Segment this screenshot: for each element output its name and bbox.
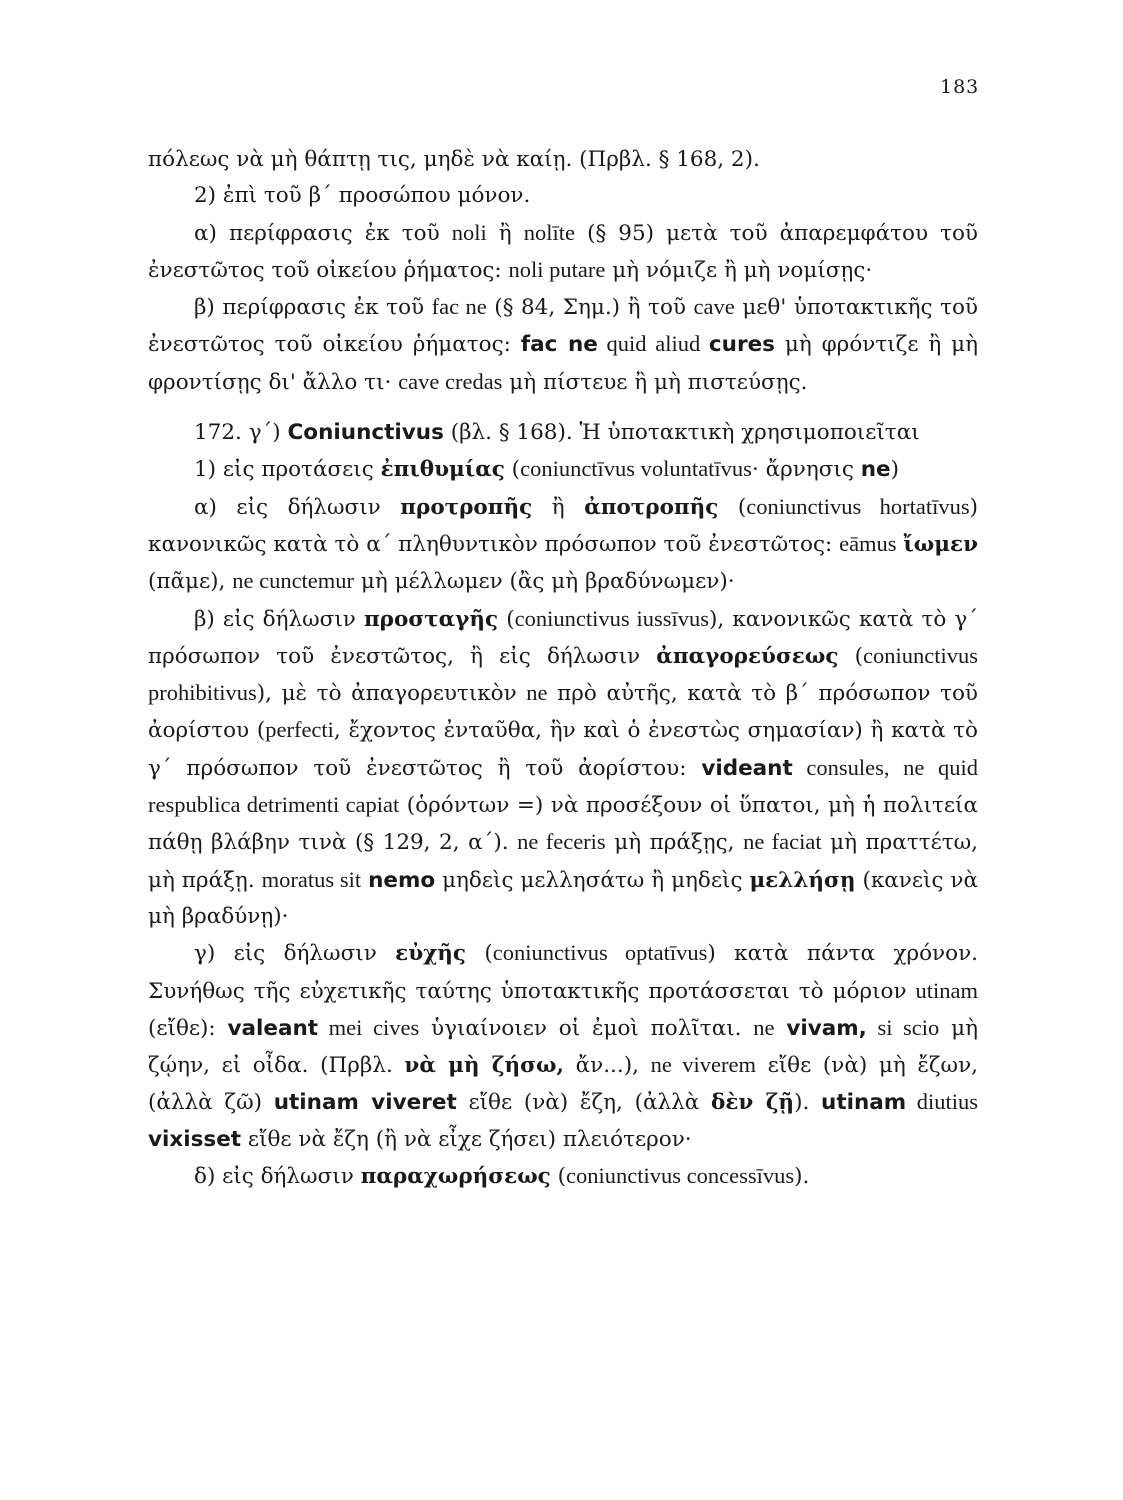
paragraph <box>148 178 978 214</box>
latin-term: consules, ne quid respublica detrimenti capiat <box>148 754 978 818</box>
latin-term: fac ne <box>431 294 487 320</box>
text-run: μεθ' ὑποτακτικῆς τοῦ ἐνεστῶτος τοῦ οἰκείου ῥήματος: <box>148 295 978 358</box>
latin-term: coniunctivus prohibitivus <box>148 642 978 706</box>
text-run: ἄν...), <box>563 1053 651 1079</box>
text-run: α) εἰς δήλωσιν <box>194 494 401 520</box>
text-run: μὴ φρόντιζε ἢ μὴ φροντίσῃς δι' ἄλλο τι· <box>148 332 978 395</box>
paragraph <box>148 451 978 488</box>
text-run: μὴ ζῴην, εἰ οἶδα. (Πρβλ. <box>148 1015 978 1079</box>
paragraph <box>148 935 978 1158</box>
latin-term: cave credas <box>398 368 503 394</box>
text-run: ( <box>498 606 515 632</box>
text-run: εἴθε (νὰ) ἔζη, (ἀλλὰ <box>456 1090 711 1116</box>
latin-term: diutius <box>906 1089 978 1115</box>
paragraph <box>148 289 978 401</box>
text-run: μὴ πίστευε ἢ μὴ πιστεύσῃς. <box>502 369 808 395</box>
bold-term: ne <box>860 457 891 483</box>
text-run: εἴθε (νὰ) μὴ ἔζων, (ἀλλὰ ζῶ) <box>148 1053 978 1116</box>
text-run: μηδεὶς μελλησάτω ἢ μηδεὶς <box>435 867 750 893</box>
latin-term: ne <box>753 1014 775 1040</box>
text-run: μὴ πραττέτω, μὴ πράξῃ. <box>148 830 979 893</box>
bold-term: νὰ μὴ ζήσω, <box>404 1053 564 1079</box>
text-run: δ) εἰς δήλωσιν <box>194 1164 361 1190</box>
text-run: πρὸ αὐτῆς, κατὰ τὸ β΄ πρόσωπον τοῦ ἀορίστου ( <box>148 681 979 744</box>
latin-term: ne feceris <box>517 829 606 855</box>
latin-term: coniunctivus optatīvus <box>492 940 708 966</box>
text-run: (ὁρόντων =) νὰ προσέξουν οἱ ὕπατοι, μὴ ἡ πολιτεία πάθῃ βλάβην τινὰ (§ 129, 2, α΄). <box>148 793 978 856</box>
text-run <box>775 1016 787 1041</box>
text-run: ( <box>718 494 747 520</box>
text-run: ( <box>550 1164 566 1190</box>
bold-term: nemo <box>368 867 436 893</box>
text-run: μὴ πράξῃς, <box>605 830 744 856</box>
text-run: (εἴθε): <box>148 1015 228 1041</box>
text-run: ). <box>794 1164 810 1190</box>
bold-term: προτροπῆς <box>400 494 533 520</box>
bold-term: ἐπιθυμίας <box>380 457 505 483</box>
text-run: (πᾶμε), <box>148 569 233 595</box>
bold-term: Coniunctivus <box>287 420 444 446</box>
text-run: ( <box>504 457 521 483</box>
paragraph <box>148 1158 978 1195</box>
bold-term: ἴωμεν <box>903 531 979 557</box>
text-run: , ἔχοντος ἐνταῦθα, ἣν καὶ ὁ ἐνεστὼς σημασίαν) ἢ κατὰ τὸ γ΄ πρόσωπον τοῦ ἐνεστῶτος ἢ τοῦ ἀορίστου: <box>148 718 979 781</box>
text-run: ), κανονικῶς κατὰ τὸ γ΄ πρόσωπον τοῦ ἐνεστῶτος, ἢ εἰς δήλωσιν <box>148 606 978 669</box>
latin-term: noli <box>451 219 487 245</box>
bold-term: cures <box>708 332 775 358</box>
text-run: ) <box>890 457 899 483</box>
text-run: 1) εἰς προτάσεις <box>194 457 381 483</box>
page-number: 183 <box>940 76 980 98</box>
latin-term: cave <box>693 294 735 320</box>
text-run: ( <box>466 941 493 967</box>
bold-term: μελλήσῃ <box>749 867 856 893</box>
latin-term: coniunctīvus voluntatīvus <box>520 456 752 482</box>
latin-term: coniunctivus hortatīvus <box>746 493 970 519</box>
text-run: ἢ <box>486 220 524 246</box>
text-run: (κανεὶς νὰ μὴ βραδύνῃ)· <box>148 867 979 929</box>
text-run: ἢ <box>532 494 585 520</box>
bold-term: δὲν ζῇ <box>710 1090 795 1116</box>
text-run: ) κανονικῶς κατὰ τὸ α΄ πληθυντικὸν πρόσωπον τοῦ ἐνεστῶτος: <box>148 494 978 557</box>
latin-term: coniunctivus concessīvus <box>566 1163 795 1189</box>
bold-term: fac ne <box>520 332 598 358</box>
text-run: εἴθε νὰ ἔζη (ἢ νὰ εἶχε ζήσει) πλειότερον· <box>241 1126 692 1152</box>
text-run: ὑγιαίνοιεν οἱ ἐμοὶ πολῖται. <box>419 1015 754 1041</box>
latin-term: ne cunctemur <box>232 568 355 594</box>
text-run: α) περίφρασις ἐκ τοῦ <box>194 220 452 246</box>
paragraph <box>148 489 978 601</box>
text-run: πόλεως νὰ μὴ θάπτῃ τις, μηδὲ νὰ καίῃ. (Πρβλ. § 168, 2). <box>148 147 760 172</box>
latin-term: noli putare <box>508 256 606 282</box>
text-run: 172. γ΄) <box>194 420 288 446</box>
latin-term: nolīte <box>523 219 576 245</box>
bold-term: videant <box>701 755 793 781</box>
latin-term: coniunctivus iussīvus <box>514 605 710 631</box>
paragraph <box>148 142 978 178</box>
paragraph <box>148 601 978 936</box>
text-run: ), μὲ τὸ ἀπαγορευτικὸν <box>256 681 527 707</box>
text-run: β) εἰς δήλωσιν <box>194 606 364 632</box>
text-run: 2) ἐπὶ τοῦ β΄ προσώπου μόνον. <box>194 183 531 209</box>
latin-term: si scio <box>866 1014 940 1040</box>
latin-term: eāmus <box>839 530 897 556</box>
bold-term: valeant <box>227 1015 319 1041</box>
text-run: ( <box>838 643 864 669</box>
text-run: (βλ. § 168). Ἡ ὑποτακτικὴ χρησιμοποιεῖται <box>443 420 920 446</box>
body-text <box>148 142 978 1195</box>
latin-term: quid aliud <box>597 331 709 357</box>
latin-term: ne <box>526 680 548 706</box>
paragraph <box>148 215 978 290</box>
text-run: μὴ μέλλωμεν (ἂς μὴ βραδύνωμεν)· <box>354 569 735 595</box>
text-run: ). <box>794 1090 822 1116</box>
bold-term: προσταγῆς <box>363 606 499 632</box>
bold-term: vixisset <box>148 1126 242 1152</box>
bold-term: utinam <box>821 1090 907 1116</box>
text-run: ) κατὰ πάντα χρόνον. Συνήθως τῆς εὐχετικῆς ταύτης ὑποτακτικῆς προτάσσεται τὸ μόριον <box>148 941 978 1004</box>
text-run: γ) εἰς δήλωσιν <box>194 941 396 967</box>
text-run: (§ 84, Σημ.) ἢ τοῦ <box>486 295 694 321</box>
bold-term: utinam viveret <box>273 1090 457 1116</box>
latin-term: perfecti <box>265 717 334 743</box>
latin-term: ne viverem <box>650 1052 756 1078</box>
bold-term: ἀπαγορεύσεως <box>656 643 839 669</box>
section-heading-paragraph <box>148 415 978 451</box>
latin-term: moratus sit <box>261 866 362 892</box>
bold-term: ἀποτροπῆς <box>584 494 719 520</box>
latin-term: mei cives <box>318 1014 420 1040</box>
text-run: · ἄρνησις <box>751 457 861 483</box>
bold-term: παραχωρήσεως <box>360 1164 551 1190</box>
text-run: (§ 95) μετὰ τοῦ ἀπαρεμφάτου τοῦ ἐνεστῶτος τοῦ οἰκείου ῥήματος: <box>148 220 978 283</box>
text-run: β) περίφρασις ἐκ τοῦ <box>194 295 432 321</box>
latin-term: utinam <box>915 977 978 1003</box>
bold-term: vivam, <box>786 1015 867 1041</box>
text-run: μὴ νόμιζε ἢ μὴ νομίσῃς· <box>605 257 873 283</box>
latin-term: ne faciat <box>743 829 822 855</box>
bold-term: εὐχῆς <box>395 941 466 967</box>
